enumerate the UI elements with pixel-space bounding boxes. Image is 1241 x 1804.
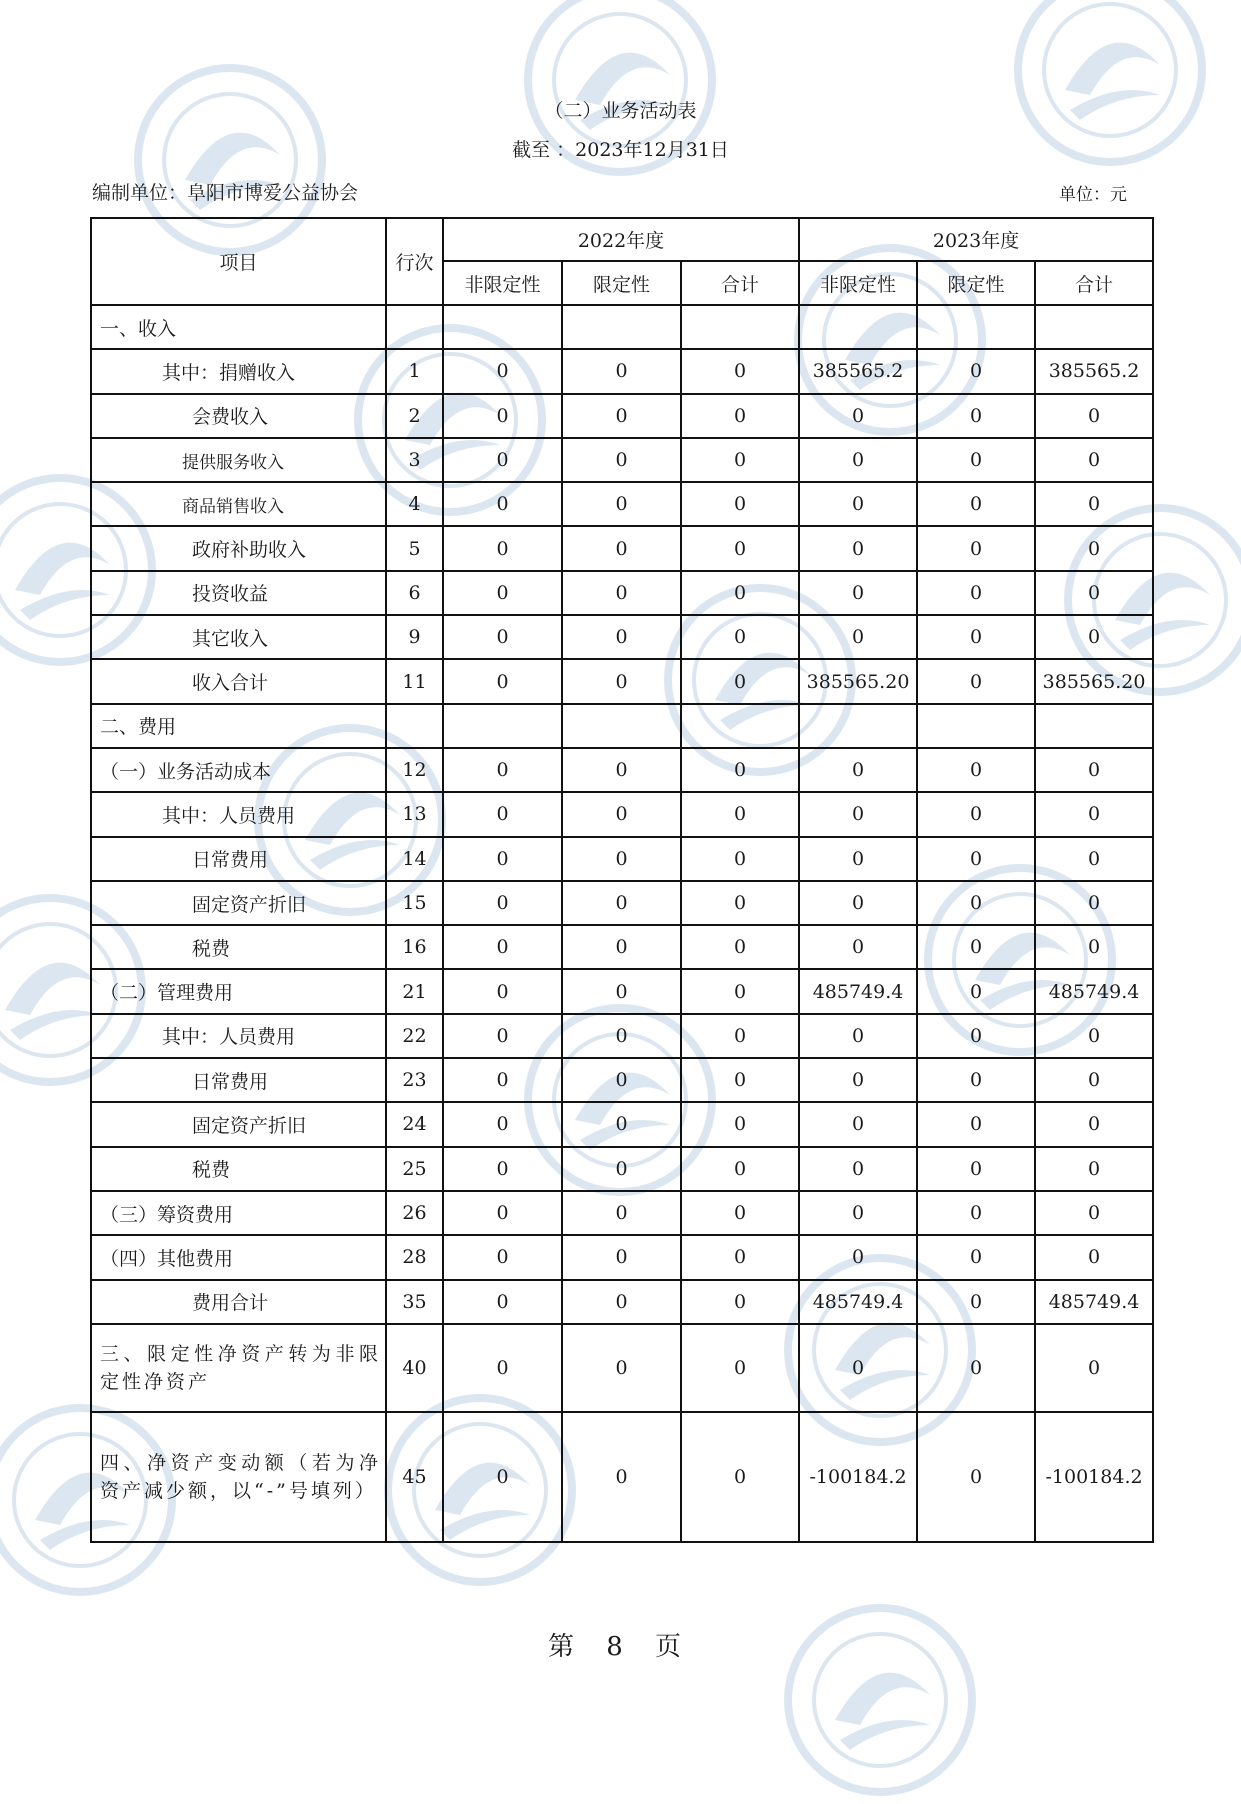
table-row <box>91 704 1153 748</box>
page-number: 第 8 页 <box>547 1632 694 1662</box>
row-value-cell: 0 <box>799 615 917 659</box>
table-row <box>91 615 1153 659</box>
row-value-cell: 0 <box>917 1014 1035 1058</box>
row-item-label: 提供服务收入 <box>91 438 386 482</box>
subheader-unrestricted-2022: 非限定性 <box>443 261 562 305</box>
row-line-no <box>386 704 443 748</box>
row-value-cell: 0 <box>1035 482 1153 526</box>
row-value-cell <box>917 704 1035 748</box>
row-item-label: 三、限定性净资产转为非限定性净资产 <box>91 1324 386 1412</box>
row-value-cell: 0 <box>562 1235 681 1279</box>
row-line-no: 28 <box>386 1235 443 1279</box>
table-row <box>91 1147 1153 1191</box>
table-row <box>91 881 1153 925</box>
row-value-cell <box>443 305 562 349</box>
row-value-cell <box>799 704 917 748</box>
row-line-no: 1 <box>386 349 443 393</box>
row-value-cell: 0 <box>443 526 562 570</box>
row-line-no: 35 <box>386 1280 443 1324</box>
row-line-no: 2 <box>386 394 443 438</box>
row-value-cell: 0 <box>681 969 799 1013</box>
table-row <box>91 1324 1153 1412</box>
row-value-cell: 0 <box>681 1147 799 1191</box>
row-value-cell <box>443 704 562 748</box>
row-value-cell: 385565.20 <box>1035 659 1153 703</box>
row-value-cell: 0 <box>917 615 1035 659</box>
row-line-no: 21 <box>386 969 443 1013</box>
row-item-label: 会费收入 <box>91 394 386 438</box>
row-value-cell: 0 <box>562 659 681 703</box>
row-value-cell: 0 <box>562 1102 681 1146</box>
row-value-cell: 0 <box>443 482 562 526</box>
row-value-cell: 0 <box>1035 837 1153 881</box>
row-value-cell: 0 <box>799 1058 917 1102</box>
row-value-cell <box>562 704 681 748</box>
row-value-cell: 385565.2 <box>1035 349 1153 393</box>
row-value-cell: 0 <box>443 1235 562 1279</box>
row-line-no: 3 <box>386 438 443 482</box>
row-value-cell: 0 <box>562 969 681 1013</box>
row-line-no: 22 <box>386 1014 443 1058</box>
row-value-cell: 485749.4 <box>799 1280 917 1324</box>
row-item-label: 税费 <box>91 1147 386 1191</box>
table-row <box>91 748 1153 792</box>
row-value-cell <box>1035 305 1153 349</box>
row-line-no: 16 <box>386 925 443 969</box>
row-line-no: 4 <box>386 482 443 526</box>
row-value-cell: 0 <box>799 925 917 969</box>
row-value-cell: 0 <box>443 792 562 836</box>
row-value-cell: 0 <box>681 1102 799 1146</box>
row-value-cell: 0 <box>1035 571 1153 615</box>
row-value-cell: 0 <box>917 1324 1035 1412</box>
row-value-cell: 0 <box>1035 438 1153 482</box>
row-line-no: 25 <box>386 1147 443 1191</box>
row-value-cell: 0 <box>562 1058 681 1102</box>
row-value-cell: 0 <box>443 1014 562 1058</box>
row-value-cell: 0 <box>443 925 562 969</box>
row-value-cell: 0 <box>443 394 562 438</box>
row-item-label: 投资收益 <box>91 571 386 615</box>
table-row <box>91 526 1153 570</box>
row-value-cell: 0 <box>681 349 799 393</box>
row-value-cell: 0 <box>681 792 799 836</box>
row-line-no: 11 <box>386 659 443 703</box>
row-value-cell: 0 <box>443 1412 562 1542</box>
row-value-cell: 0 <box>917 349 1035 393</box>
row-value-cell: 0 <box>799 837 917 881</box>
row-value-cell: 0 <box>562 1412 681 1542</box>
row-value-cell: 385565.2 <box>799 349 917 393</box>
row-value-cell: 0 <box>799 394 917 438</box>
row-value-cell: 0 <box>1035 526 1153 570</box>
row-item-label: 政府补助收入 <box>91 526 386 570</box>
row-item-label: 固定资产折旧 <box>91 1102 386 1146</box>
row-value-cell: 0 <box>1035 748 1153 792</box>
row-value-cell: 0 <box>443 438 562 482</box>
row-item-label: 其中：捐赠收入 <box>91 349 386 393</box>
row-value-cell: 0 <box>562 1280 681 1324</box>
row-value-cell: 0 <box>1035 881 1153 925</box>
row-value-cell: 0 <box>562 526 681 570</box>
row-item-label: 商品销售收入 <box>91 482 386 526</box>
row-value-cell: 0 <box>917 748 1035 792</box>
row-value-cell: 0 <box>681 394 799 438</box>
row-value-cell: 0 <box>917 659 1035 703</box>
row-item-label: （二）管理费用 <box>91 969 386 1013</box>
row-value-cell: 0 <box>443 1324 562 1412</box>
row-value-cell: 0 <box>443 837 562 881</box>
row-value-cell: -100184.2 <box>1035 1412 1153 1542</box>
row-value-cell: 0 <box>917 1147 1035 1191</box>
row-value-cell: 0 <box>1035 1235 1153 1279</box>
row-value-cell: 0 <box>562 792 681 836</box>
row-line-no: 40 <box>386 1324 443 1412</box>
row-value-cell: 0 <box>681 748 799 792</box>
row-value-cell: 0 <box>681 615 799 659</box>
row-value-cell: 0 <box>681 482 799 526</box>
table-row <box>91 438 1153 482</box>
row-value-cell: 0 <box>562 482 681 526</box>
row-value-cell: 0 <box>799 482 917 526</box>
subheader-restricted-2022: 限定性 <box>562 261 681 305</box>
row-line-no: 6 <box>386 571 443 615</box>
row-value-cell: 0 <box>562 1324 681 1412</box>
row-value-cell: 0 <box>917 1235 1035 1279</box>
row-value-cell: 0 <box>443 1058 562 1102</box>
row-line-no: 26 <box>386 1191 443 1235</box>
row-value-cell: 0 <box>681 1280 799 1324</box>
row-value-cell: 485749.4 <box>1035 969 1153 1013</box>
row-line-no: 23 <box>386 1058 443 1102</box>
row-value-cell: 0 <box>443 969 562 1013</box>
table-row <box>91 394 1153 438</box>
row-value-cell: 0 <box>562 349 681 393</box>
table-row <box>91 1014 1153 1058</box>
row-line-no: 14 <box>386 837 443 881</box>
table-row <box>91 1058 1153 1102</box>
row-value-cell: 0 <box>917 881 1035 925</box>
row-value-cell: 0 <box>681 438 799 482</box>
header-year-2023: 2023年度 <box>799 218 1153 261</box>
row-value-cell: 0 <box>917 438 1035 482</box>
row-item-label: 其中：人员费用 <box>91 1014 386 1058</box>
row-value-cell: 0 <box>917 571 1035 615</box>
row-value-cell: 0 <box>681 925 799 969</box>
row-line-no: 45 <box>386 1412 443 1542</box>
row-item-label: 一、收入 <box>91 305 386 349</box>
row-value-cell: 0 <box>443 1147 562 1191</box>
row-value-cell: 0 <box>562 1014 681 1058</box>
row-line-no: 13 <box>386 792 443 836</box>
row-value-cell: 0 <box>917 1102 1035 1146</box>
row-value-cell: 0 <box>1035 1058 1153 1102</box>
row-value-cell: 0 <box>443 615 562 659</box>
row-value-cell: 0 <box>681 659 799 703</box>
row-value-cell: 0 <box>681 1412 799 1542</box>
row-value-cell: 0 <box>443 571 562 615</box>
row-value-cell: 0 <box>562 925 681 969</box>
row-item-label: 日常费用 <box>91 1058 386 1102</box>
row-value-cell: 0 <box>681 1191 799 1235</box>
row-value-cell: 0 <box>917 482 1035 526</box>
row-value-cell: 0 <box>681 571 799 615</box>
preparing-organization: 编制单位：阜阳市博爱公益协会 <box>92 182 359 204</box>
row-item-label: （三）筹资费用 <box>91 1191 386 1235</box>
row-value-cell: 485749.4 <box>1035 1280 1153 1324</box>
row-value-cell: 0 <box>799 881 917 925</box>
row-value-cell <box>681 305 799 349</box>
row-value-cell: 0 <box>562 881 681 925</box>
row-value-cell: 0 <box>917 1280 1035 1324</box>
row-value-cell: 0 <box>443 349 562 393</box>
row-value-cell <box>681 704 799 748</box>
row-value-cell: 0 <box>917 526 1035 570</box>
row-value-cell: 0 <box>681 1235 799 1279</box>
table-row <box>91 482 1153 526</box>
row-item-label: 四、净资产变动额（若为净资产减少额，以“-”号填列） <box>91 1412 386 1542</box>
table-row <box>91 1280 1153 1324</box>
row-line-no: 24 <box>386 1102 443 1146</box>
row-value-cell: 0 <box>562 394 681 438</box>
row-value-cell: 0 <box>799 1191 917 1235</box>
table-row <box>91 659 1153 703</box>
row-line-no: 5 <box>386 526 443 570</box>
row-value-cell: 0 <box>917 969 1035 1013</box>
row-value-cell: 0 <box>1035 615 1153 659</box>
table-row <box>91 1412 1153 1542</box>
row-value-cell: 0 <box>562 748 681 792</box>
report-title: （二）业务活动表 <box>544 100 697 122</box>
row-value-cell: 0 <box>799 438 917 482</box>
row-value-cell: 0 <box>1035 792 1153 836</box>
subheader-total-2023: 合计 <box>1035 261 1153 305</box>
row-value-cell: 385565.20 <box>799 659 917 703</box>
report-date: 截至 ：2023年12月31日 <box>512 139 729 161</box>
row-value-cell: 0 <box>1035 1191 1153 1235</box>
row-value-cell: 0 <box>917 1412 1035 1542</box>
currency-unit: 单位：元 <box>1059 185 1127 205</box>
row-value-cell: 0 <box>1035 1324 1153 1412</box>
row-value-cell: 0 <box>799 792 917 836</box>
row-value-cell: 0 <box>562 571 681 615</box>
row-value-cell: 0 <box>917 394 1035 438</box>
row-value-cell: 0 <box>799 1014 917 1058</box>
subheader-unrestricted-2023: 非限定性 <box>799 261 917 305</box>
row-value-cell <box>917 305 1035 349</box>
row-value-cell: 0 <box>799 571 917 615</box>
row-item-label: （一）业务活动成本 <box>91 748 386 792</box>
row-value-cell: 0 <box>443 1102 562 1146</box>
table-row <box>91 792 1153 836</box>
row-value-cell: 0 <box>443 748 562 792</box>
header-year-2022: 2022年度 <box>443 218 799 261</box>
row-item-label: 二、费用 <box>91 704 386 748</box>
table-row <box>91 305 1153 349</box>
row-value-cell: 0 <box>681 837 799 881</box>
business-activity-table <box>90 217 1154 1543</box>
row-item-label: 收入合计 <box>91 659 386 703</box>
table-row <box>91 1191 1153 1235</box>
row-value-cell: 0 <box>562 837 681 881</box>
row-value-cell: 0 <box>799 1147 917 1191</box>
row-item-label: 其中：人员费用 <box>91 792 386 836</box>
row-item-label: 税费 <box>91 925 386 969</box>
row-item-label: 固定资产折旧 <box>91 881 386 925</box>
row-item-label: （四）其他费用 <box>91 1235 386 1279</box>
row-value-cell <box>1035 704 1153 748</box>
row-value-cell: 0 <box>681 1324 799 1412</box>
row-value-cell: 0 <box>917 1058 1035 1102</box>
subheader-total-2022: 合计 <box>681 261 799 305</box>
row-value-cell: 0 <box>681 881 799 925</box>
row-line-no <box>386 305 443 349</box>
row-value-cell: 0 <box>1035 1147 1153 1191</box>
row-value-cell: 0 <box>443 1280 562 1324</box>
row-value-cell: 0 <box>917 837 1035 881</box>
row-value-cell: 0 <box>562 1191 681 1235</box>
row-value-cell: 0 <box>799 1102 917 1146</box>
header-line-no: 行次 <box>386 218 443 305</box>
row-value-cell: 0 <box>917 792 1035 836</box>
row-value-cell: 0 <box>1035 925 1153 969</box>
table-row <box>91 1102 1153 1146</box>
row-value-cell: 0 <box>1035 1102 1153 1146</box>
row-value-cell: 0 <box>1035 394 1153 438</box>
row-line-no: 12 <box>386 748 443 792</box>
table-row <box>91 349 1153 393</box>
table-row <box>91 969 1153 1013</box>
table-row <box>91 571 1153 615</box>
row-value-cell: 0 <box>681 1014 799 1058</box>
row-value-cell: 0 <box>681 526 799 570</box>
row-value-cell: 0 <box>1035 1014 1153 1058</box>
table-row <box>91 837 1153 881</box>
row-value-cell: 0 <box>917 1191 1035 1235</box>
header-item: 项目 <box>91 218 386 305</box>
row-line-no: 15 <box>386 881 443 925</box>
row-value-cell: 0 <box>562 1147 681 1191</box>
row-value-cell: 0 <box>681 1058 799 1102</box>
row-value-cell <box>799 305 917 349</box>
row-value-cell: 485749.4 <box>799 969 917 1013</box>
row-value-cell: 0 <box>443 659 562 703</box>
row-item-label: 其它收入 <box>91 615 386 659</box>
row-value-cell: 0 <box>799 748 917 792</box>
row-value-cell: 0 <box>562 438 681 482</box>
row-item-label: 日常费用 <box>91 837 386 881</box>
row-value-cell: 0 <box>562 615 681 659</box>
row-value-cell: 0 <box>443 881 562 925</box>
row-value-cell: 0 <box>799 1235 917 1279</box>
row-value-cell: 0 <box>799 526 917 570</box>
row-line-no: 9 <box>386 615 443 659</box>
row-value-cell <box>562 305 681 349</box>
row-value-cell: 0 <box>917 925 1035 969</box>
row-item-label: 费用合计 <box>91 1280 386 1324</box>
table-row <box>91 1235 1153 1279</box>
row-value-cell: 0 <box>443 1191 562 1235</box>
table-row <box>91 925 1153 969</box>
subheader-restricted-2023: 限定性 <box>917 261 1035 305</box>
row-value-cell: 0 <box>799 1324 917 1412</box>
row-value-cell: -100184.2 <box>799 1412 917 1542</box>
